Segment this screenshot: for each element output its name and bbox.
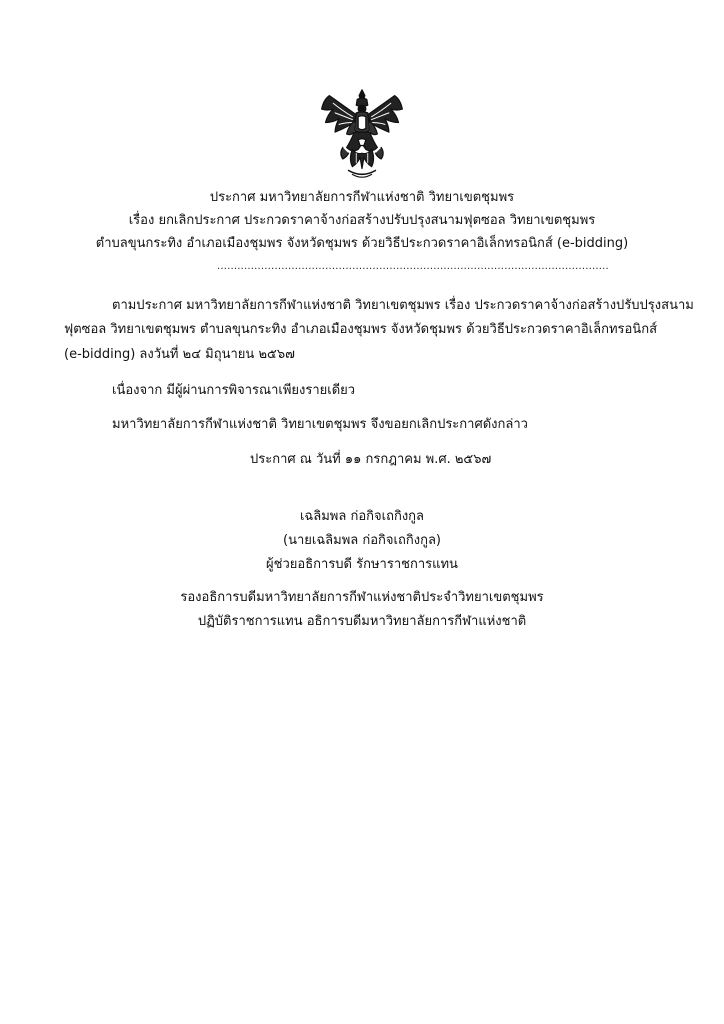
garuda-emblem-icon bbox=[313, 86, 411, 182]
dotted-separator: .................................................................................................................... bbox=[217, 261, 609, 272]
signatory-name: เฉลิมพล ก่อกิจเถกิงกูล bbox=[299, 509, 425, 524]
paragraph-1-line-1: ตามประกาศ มหาวิทยาลัยการกีฬาแห่งชาติ วิทยาเขตชุมพร เรื่อง ประกวดราคาจ้างก่อสร้างปรับปรุงสนาม bbox=[112, 298, 694, 313]
announcement-subject: เรื่อง ยกเลิกประกาศ ประกวดราคาจ้างก่อสร้างปรับปรุงสนามฟุตซอล วิทยาเขตชุมพร bbox=[128, 213, 596, 228]
announcement-subject-cont: ตำบลขุนกระทิง อำเภอเมืองชุมพร จังหวัดชุมพร ด้วยวิธีประกวดราคาอิเล็กทรอนิกส์ (e-bidding) bbox=[95, 236, 629, 251]
signatory-full-name: (นายเฉลิมพล ก่อกิจเถกิงกูล) bbox=[283, 533, 441, 548]
paragraph-3: มหาวิทยาลัยการกีฬาแห่งชาติ วิทยาเขตชุมพร จึงขอยกเลิกประกาศดังกล่าว bbox=[112, 417, 528, 432]
signatory-title-1: ผู้ช่วยอธิการบดี รักษาราชการแทน bbox=[266, 557, 458, 572]
paragraph-2: เนื่องจาก มีผู้ผ่านการพิจารณาเพียงรายเดียว bbox=[112, 383, 356, 398]
announcement-date: ประกาศ ณ วันที่ ๑๑ กรกฎาคม พ.ศ. ๒๕๖๗ bbox=[250, 452, 492, 467]
signatory-title-2: รองอธิการบดีมหาวิทยาลัยการกีฬาแห่งชาติประจำวิทยาเขตชุมพร bbox=[180, 590, 544, 605]
paragraph-1-line-2: ฟุตซอล วิทยาเขตชุมพร ตำบลขุนกระทิง อำเภอเมืองชุมพร จังหวัดชุมพร ด้วยวิธีประกวดราคาอิเล็กทรอนิกส์ bbox=[64, 322, 657, 337]
signatory-title-3: ปฏิบัติราชการแทน อธิการบดีมหาวิทยาลัยการกีฬาแห่งชาติ bbox=[197, 614, 527, 629]
announcement-title: ประกาศ มหาวิทยาลัยการกีฬาแห่งชาติ วิทยาเขตชุมพร bbox=[209, 190, 515, 205]
paragraph-1-line-3: (e-bidding) ลงวันที่ ๒๔ มิถุนายน ๒๕๖๗ bbox=[64, 347, 295, 362]
